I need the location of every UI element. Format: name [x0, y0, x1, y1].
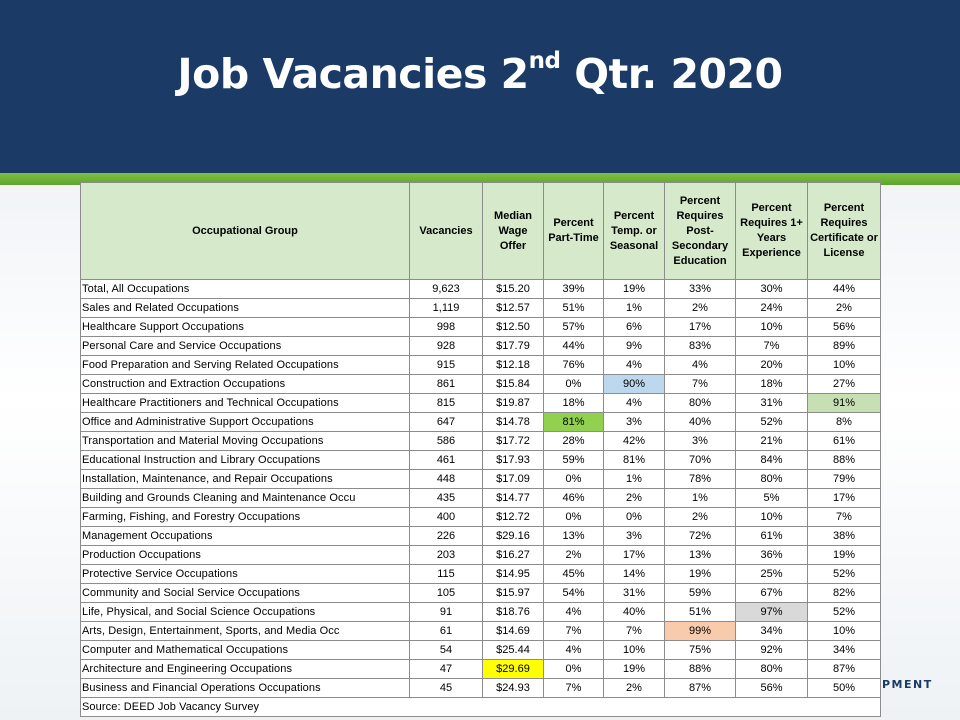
table-row: [81, 527, 881, 546]
occupation-name: Installation, Maintenance, and Repair Occupations: [81, 470, 410, 489]
table-cell: 82%: [808, 584, 881, 603]
table-row: [81, 603, 881, 622]
column-header: Percent Requires Post-Secondary Education: [665, 183, 736, 280]
table-cell: 81%: [604, 451, 665, 470]
table-cell: $25.44: [483, 641, 544, 660]
table-cell: 31%: [604, 584, 665, 603]
table-cell: 25%: [736, 565, 808, 584]
table-cell: 0%: [544, 470, 604, 489]
table-cell: 40%: [665, 413, 736, 432]
table-cell: 50%: [808, 679, 881, 698]
table-cell: 46%: [544, 489, 604, 508]
table-cell: 54: [410, 641, 483, 660]
table-cell: 4%: [604, 394, 665, 413]
table-cell: 20%: [736, 356, 808, 375]
table-cell: 3%: [604, 527, 665, 546]
table-cell: 4%: [665, 356, 736, 375]
table-cell: 647: [410, 413, 483, 432]
table-cell: 78%: [665, 470, 736, 489]
title-banner: [0, 0, 960, 173]
table-cell: $29.16: [483, 527, 544, 546]
table-cell: 3%: [604, 413, 665, 432]
table-cell: $14.69: [483, 622, 544, 641]
table-cell: $17.72: [483, 432, 544, 451]
table-cell: 10%: [604, 641, 665, 660]
occupation-name: Construction and Extraction Occupations: [81, 375, 410, 394]
table-cell: 461: [410, 451, 483, 470]
table-cell: 2%: [665, 508, 736, 527]
occupation-name: Healthcare Practitioners and Technical Occupations: [81, 394, 410, 413]
table-row: [81, 641, 881, 660]
table-row: [81, 508, 881, 527]
table-row: [81, 318, 881, 337]
table-cell: 18%: [736, 375, 808, 394]
table-cell: 7%: [808, 508, 881, 527]
table-cell: 91%: [808, 394, 881, 413]
table-cell: 7%: [736, 337, 808, 356]
table-cell: 44%: [808, 280, 881, 299]
table-row: [81, 356, 881, 375]
table-cell: 7%: [544, 679, 604, 698]
table-cell: 10%: [808, 356, 881, 375]
table-cell: $12.72: [483, 508, 544, 527]
table-cell: $17.09: [483, 470, 544, 489]
table-cell: $17.93: [483, 451, 544, 470]
table-cell: 10%: [808, 622, 881, 641]
table-cell: 3%: [665, 432, 736, 451]
table-cell: 87%: [808, 660, 881, 679]
occupation-name: Educational Instruction and Library Occupations: [81, 451, 410, 470]
table-cell: 34%: [808, 641, 881, 660]
table-cell: 56%: [808, 318, 881, 337]
table-cell: 89%: [808, 337, 881, 356]
column-header: Median Wage Offer: [483, 183, 544, 280]
slide-title: Job Vacancies 2nd Qtr. 2020: [177, 48, 783, 98]
column-header: Percent Part-Time: [544, 183, 604, 280]
table-cell: 861: [410, 375, 483, 394]
table-cell: 59%: [544, 451, 604, 470]
table-cell: 4%: [604, 356, 665, 375]
table-cell: 998: [410, 318, 483, 337]
table-cell: 19%: [808, 546, 881, 565]
occupation-name: Sales and Related Occupations: [81, 299, 410, 318]
table-cell: 44%: [544, 337, 604, 356]
table-cell: 7%: [665, 375, 736, 394]
column-header: Vacancies: [410, 183, 483, 280]
table-cell: 39%: [544, 280, 604, 299]
table-cell: $18.76: [483, 603, 544, 622]
table-cell: 45: [410, 679, 483, 698]
table-row: [81, 546, 881, 565]
table-cell: 10%: [736, 318, 808, 337]
table-cell: 47: [410, 660, 483, 679]
table-cell: 13%: [544, 527, 604, 546]
table-cell: 6%: [604, 318, 665, 337]
table-cell: 88%: [665, 660, 736, 679]
occupation-name: Total, All Occupations: [81, 280, 410, 299]
table-row: [81, 660, 881, 679]
table-cell: 17%: [665, 318, 736, 337]
table-row: [81, 337, 881, 356]
table-cell: $15.20: [483, 280, 544, 299]
table-cell: 0%: [604, 508, 665, 527]
table-cell: 19%: [604, 660, 665, 679]
table-cell: 1,119: [410, 299, 483, 318]
table-cell: 42%: [604, 432, 665, 451]
table-cell: 2%: [665, 299, 736, 318]
table-cell: 203: [410, 546, 483, 565]
table-cell: 2%: [544, 546, 604, 565]
occupation-name: Arts, Design, Entertainment, Sports, and Media Occ: [81, 622, 410, 641]
table-row: [81, 375, 881, 394]
table-cell: 2%: [808, 299, 881, 318]
table-row: [81, 489, 881, 508]
table-cell: 87%: [665, 679, 736, 698]
table-cell: 52%: [808, 603, 881, 622]
table-row: [81, 280, 881, 299]
table-cell: 61%: [736, 527, 808, 546]
table-cell: 80%: [665, 394, 736, 413]
table-row: [81, 565, 881, 584]
table-cell: 9%: [604, 337, 665, 356]
table-cell: 88%: [808, 451, 881, 470]
table-row: [81, 584, 881, 603]
table-cell: 80%: [736, 660, 808, 679]
table-cell: $19.87: [483, 394, 544, 413]
table-row: [81, 394, 881, 413]
table-cell: 1%: [604, 299, 665, 318]
occupation-name: Business and Financial Operations Occupations: [81, 679, 410, 698]
table-cell: 0%: [544, 508, 604, 527]
table-cell: 400: [410, 508, 483, 527]
table-cell: 28%: [544, 432, 604, 451]
occupation-name: Personal Care and Service Occupations: [81, 337, 410, 356]
table-cell: 1%: [665, 489, 736, 508]
occupation-name: Community and Social Service Occupations: [81, 584, 410, 603]
occupation-name: Food Preparation and Serving Related Occupations: [81, 356, 410, 375]
occupation-name: Production Occupations: [81, 546, 410, 565]
table-cell: $14.77: [483, 489, 544, 508]
table-cell: 18%: [544, 394, 604, 413]
table-cell: 24%: [736, 299, 808, 318]
table-cell: 17%: [808, 489, 881, 508]
table-cell: 99%: [665, 622, 736, 641]
table-cell: 14%: [604, 565, 665, 584]
table-cell: 56%: [736, 679, 808, 698]
source-row: [81, 698, 881, 717]
table-cell: 19%: [604, 280, 665, 299]
table-cell: 57%: [544, 318, 604, 337]
table-cell: 1%: [604, 470, 665, 489]
table-cell: 815: [410, 394, 483, 413]
table-cell: 83%: [665, 337, 736, 356]
column-header: Percent Temp. or Seasonal: [604, 183, 665, 280]
table-cell: 92%: [736, 641, 808, 660]
table-cell: 79%: [808, 470, 881, 489]
occupation-name: Computer and Mathematical Occupations: [81, 641, 410, 660]
table-cell: 75%: [665, 641, 736, 660]
table-row: [81, 679, 881, 698]
table-cell: 8%: [808, 413, 881, 432]
occupation-name: Office and Administrative Support Occupations: [81, 413, 410, 432]
table-cell: 10%: [736, 508, 808, 527]
table-cell: 36%: [736, 546, 808, 565]
table-cell: 31%: [736, 394, 808, 413]
table-cell: 54%: [544, 584, 604, 603]
table-cell: $16.27: [483, 546, 544, 565]
table-cell: 586: [410, 432, 483, 451]
table-cell: 448: [410, 470, 483, 489]
table-cell: 84%: [736, 451, 808, 470]
table-row: [81, 470, 881, 489]
table-cell: $14.95: [483, 565, 544, 584]
occupation-name: Transportation and Material Moving Occupations: [81, 432, 410, 451]
table-cell: 105: [410, 584, 483, 603]
table-cell: 59%: [665, 584, 736, 603]
occupation-name: Healthcare Support Occupations: [81, 318, 410, 337]
table-cell: 928: [410, 337, 483, 356]
table-cell: $15.84: [483, 375, 544, 394]
table-cell: $12.57: [483, 299, 544, 318]
table-cell: 0%: [544, 375, 604, 394]
table-cell: $24.93: [483, 679, 544, 698]
occupation-name: Farming, Fishing, and Forestry Occupations: [81, 508, 410, 527]
table-row: [81, 299, 881, 318]
table-cell: 5%: [736, 489, 808, 508]
table-cell: 61%: [808, 432, 881, 451]
table-cell: 7%: [604, 622, 665, 641]
column-header: Occupational Group: [81, 183, 410, 280]
table-cell: 40%: [604, 603, 665, 622]
table-cell: 4%: [544, 641, 604, 660]
table-cell: 435: [410, 489, 483, 508]
table-row: [81, 432, 881, 451]
occupation-name: Protective Service Occupations: [81, 565, 410, 584]
table-cell: 51%: [665, 603, 736, 622]
table-cell: 67%: [736, 584, 808, 603]
footer-logo-fragment: PMENT: [882, 678, 933, 691]
table-cell: 0%: [544, 660, 604, 679]
table-cell: 52%: [808, 565, 881, 584]
table-cell: 115: [410, 565, 483, 584]
table-cell: 915: [410, 356, 483, 375]
table-cell: 34%: [736, 622, 808, 641]
table-cell: 45%: [544, 565, 604, 584]
column-header: Percent Requires Certificate or License: [808, 183, 881, 280]
table-cell: 2%: [604, 489, 665, 508]
table-cell: $12.50: [483, 318, 544, 337]
table-cell: 17%: [604, 546, 665, 565]
table-cell: $15.97: [483, 584, 544, 603]
table-header-row: [81, 183, 881, 280]
table-cell: 76%: [544, 356, 604, 375]
table-cell: 21%: [736, 432, 808, 451]
table-cell: 72%: [665, 527, 736, 546]
table-cell: 38%: [808, 527, 881, 546]
table-cell: 27%: [808, 375, 881, 394]
table-cell: 13%: [665, 546, 736, 565]
table-cell: 51%: [544, 299, 604, 318]
table-row: [81, 622, 881, 641]
table-cell: 226: [410, 527, 483, 546]
table-cell: $14.78: [483, 413, 544, 432]
column-header: Percent Requires 1+ Years Experience: [736, 183, 808, 280]
table-cell: 2%: [604, 679, 665, 698]
job-vacancies-table: [80, 182, 881, 717]
occupation-name: Life, Physical, and Social Science Occupations: [81, 603, 410, 622]
occupation-name: Building and Grounds Cleaning and Maintenance Occu: [81, 489, 410, 508]
table-cell: 52%: [736, 413, 808, 432]
table-row: [81, 413, 881, 432]
table-cell: 30%: [736, 280, 808, 299]
table-cell: 4%: [544, 603, 604, 622]
table-cell: 97%: [736, 603, 808, 622]
table-cell: 81%: [544, 413, 604, 432]
table-cell: 90%: [604, 375, 665, 394]
table-cell: 7%: [544, 622, 604, 641]
table-cell: $29.69: [483, 660, 544, 679]
occupation-name: Architecture and Engineering Occupations: [81, 660, 410, 679]
occupation-name: Management Occupations: [81, 527, 410, 546]
table-cell: 61: [410, 622, 483, 641]
table-cell: $12.18: [483, 356, 544, 375]
source-note: Source: DEED Job Vacancy Survey: [81, 698, 881, 717]
table-cell: 33%: [665, 280, 736, 299]
table-cell: 91: [410, 603, 483, 622]
table-cell: 80%: [736, 470, 808, 489]
table-cell: 19%: [665, 565, 736, 584]
table-cell: $17.79: [483, 337, 544, 356]
table-row: [81, 451, 881, 470]
table-cell: 9,623: [410, 280, 483, 299]
table-cell: 70%: [665, 451, 736, 470]
